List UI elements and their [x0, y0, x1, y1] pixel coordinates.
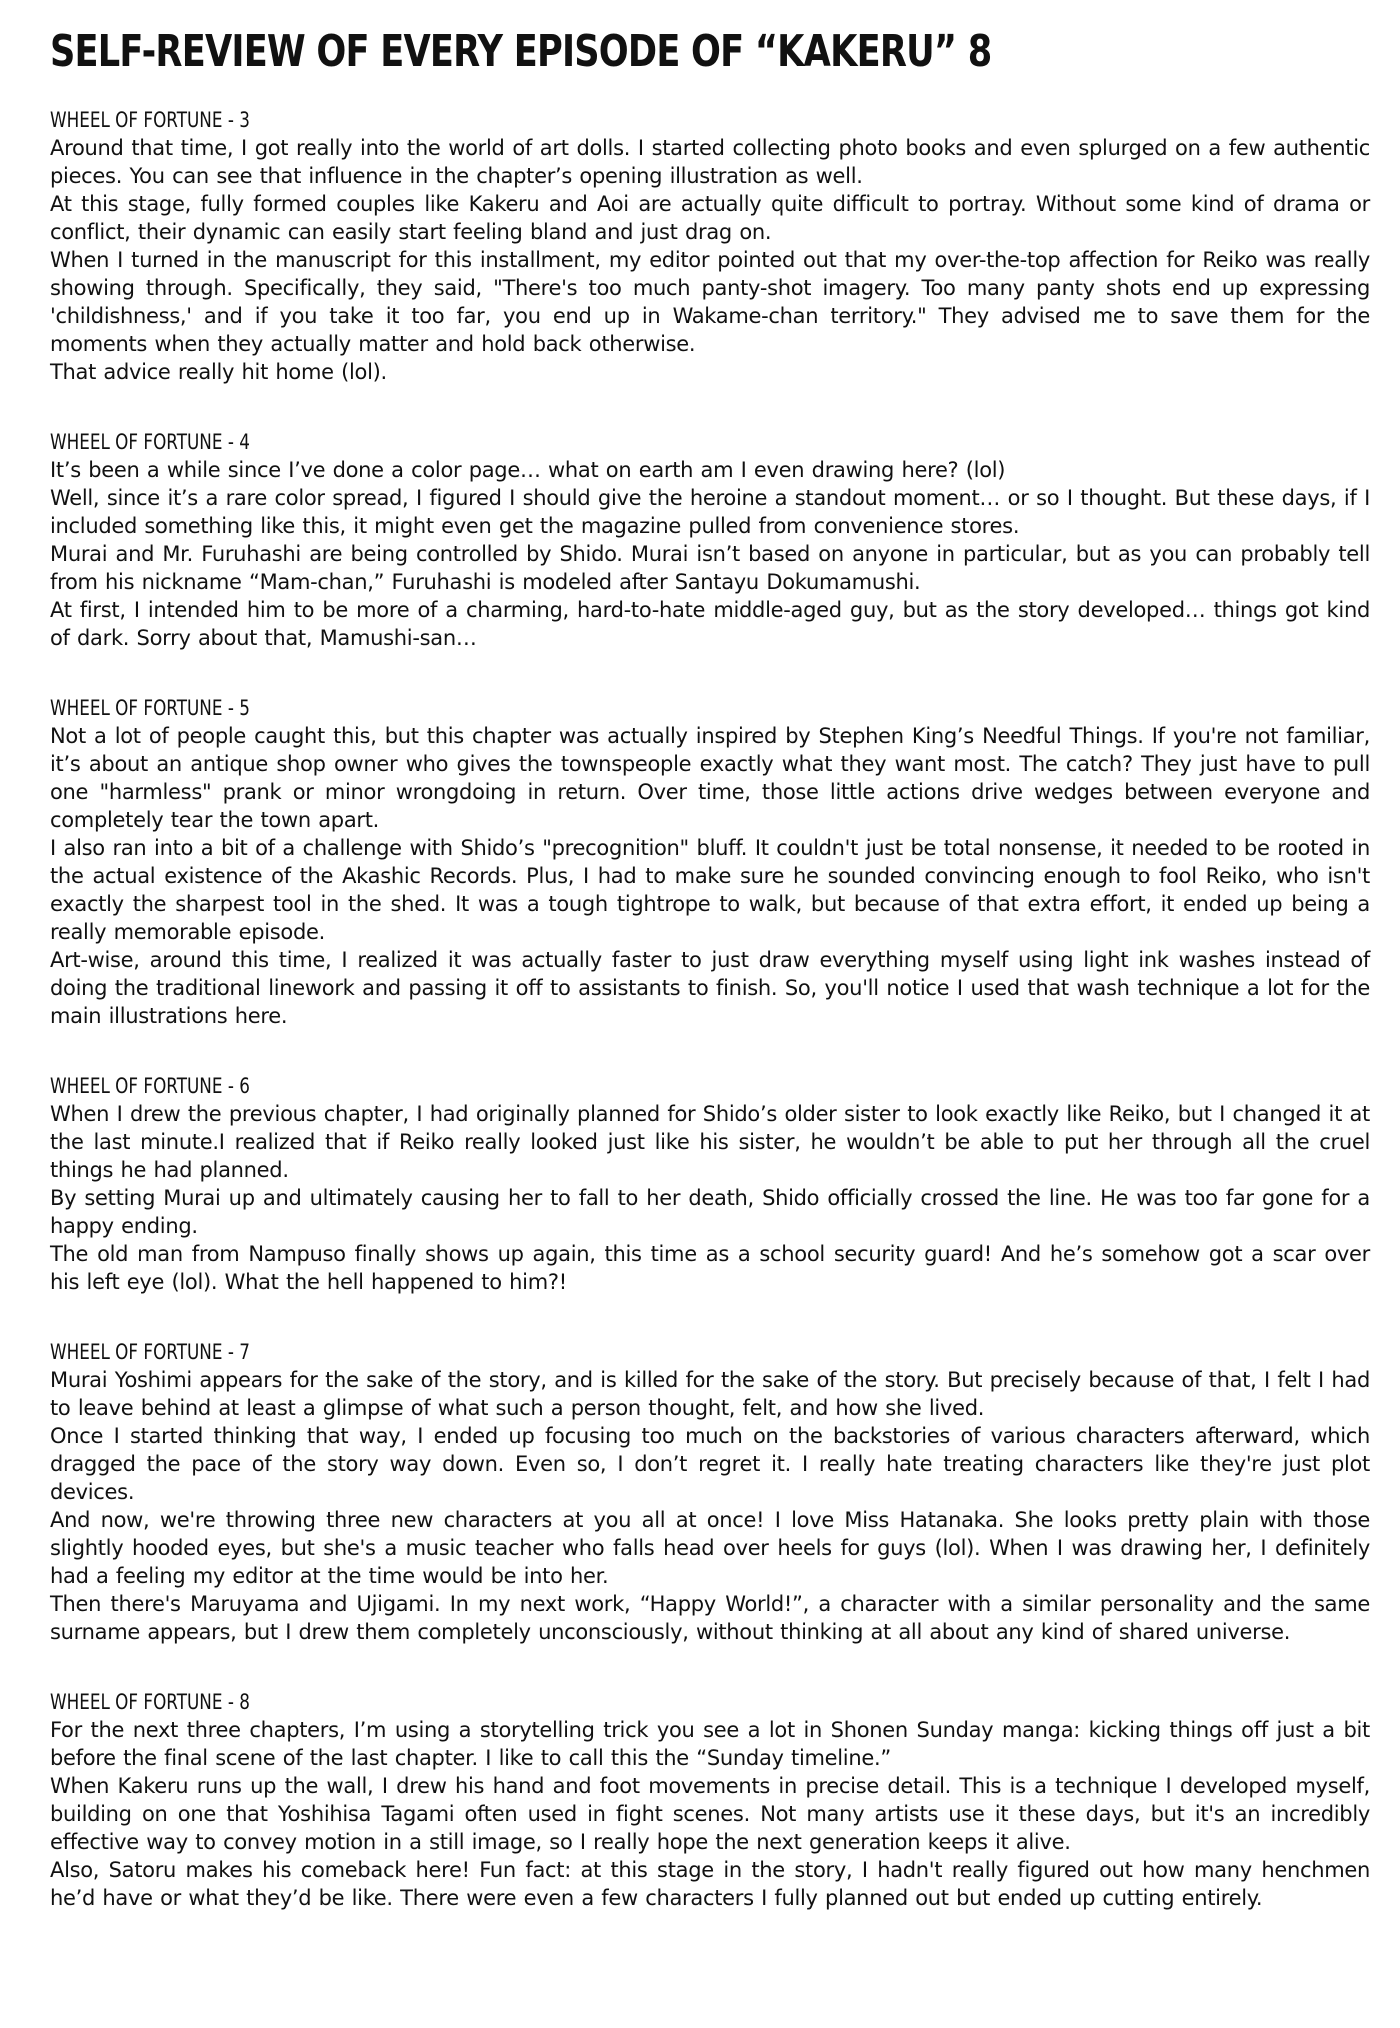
episode-paragraph: That advice really hit home (lol). — [50, 360, 387, 384]
episode-section — [50, 106, 1370, 386]
episode-paragraph: I also ran into a bit of a challenge with Shido’s "precognition" bluff. It couldn't just be total nonsense, it needed to be rooted in the actual existence of the Akashic Records. Plus, I had to make sure he sounded convincing enough to fool Reiko, who isn't exactly the sharpest tool in the shed. It was a tough tightrope to walk, but because of that extra effort, it ended up being a really memorable episode. — [50, 836, 1370, 944]
page-title: SELF-REVIEW OF EVERY EPISODE OF “KAKERU” 8 — [50, 26, 992, 77]
episode-paragraph: Around that time, I got really into the world of art dolls. I started collecting photo books and even splurged on a few authentic pieces. You can see that influence in the chapter’s opening illustration as well. — [50, 136, 1370, 188]
episode-section — [50, 1688, 1370, 1912]
document-page — [50, 22, 1370, 1954]
episode-section — [50, 428, 1370, 652]
episode-paragraph: Also, Satoru makes his comeback here! Fun fact: at this stage in the story, I hadn't really figured out how many henchmen he’d have or what they’d be like. There were even a few characters I fully planned out but ended up cutting entirely. — [50, 1858, 1370, 1910]
episode-paragraph: Murai and Mr. Furuhashi are being controlled by Shido. Murai isn’t based on anyone in particular, but as you can probably tell from his nickname “Mam-chan,” Furuhashi is modeled after Santayu Dokumamushi. — [50, 542, 1370, 594]
episode-paragraph: When I turned in the manuscript for this installment, my editor pointed out that my over-the-top affection for Reiko was really showing through. Specifically, they said, "There's too much panty-shot imagery. Too many panty shots end up expressing 'childishness,' and if you take it too far, you end up in Wakame-chan territory." They advised me to save them for the moments when they actually matter and hold back otherwise. — [50, 248, 1370, 356]
episode-heading: WHEEL OF FORTUNE - 4 — [50, 430, 250, 454]
episode-paragraph: Art-wise, around this time, I realized it was actually faster to just draw everything myself using light ink washes instead of doing the traditional linework and passing it off to assistants to finish. So, you'll notice I used that wash technique a lot for the main illustrations here. — [50, 948, 1370, 1028]
episode-paragraph: Not a lot of people caught this, but this chapter was actually inspired by Stephen King’s Needful Things. If you're not familiar, it’s about an antique shop owner who gives the townspeople exactly what they want most. The catch? They just have to pull one "harmless" prank or minor wrongdoing in return. Over time, those little actions drive wedges between everyone and completely tear the town apart. — [50, 724, 1370, 832]
episode-section — [50, 1072, 1370, 1296]
episode-paragraph: By setting Murai up and ultimately causing her to fall to her death, Shido officially crossed the line. He was too far gone for a happy ending. — [50, 1186, 1370, 1238]
episode-paragraph: When I drew the previous chapter, I had originally planned for Shido’s older sister to look exactly like Reiko, but I changed it at the last minute.I realized that if Reiko really looked just like his sister, he wouldn’t be able to put her through all the cruel things he had planned. — [50, 1102, 1370, 1182]
episode-paragraph: At first, I intended him to be more of a charming, hard-to-hate middle-aged guy, but as the story developed… things got kind of dark. Sorry about that, Mamushi-san… — [50, 598, 1370, 650]
episode-section — [50, 1338, 1370, 1646]
episode-section — [50, 694, 1370, 1030]
episode-paragraph: Murai Yoshimi appears for the sake of the story, and is killed for the sake of the story. But precisely because of that, I felt I had to leave behind at least a glimpse of what such a person thought, felt, and how she lived. — [50, 1368, 1370, 1420]
episode-paragraph: For the next three chapters, I’m using a storytelling trick you see a lot in Shonen Sunday manga: kicking things off just a bit before the final scene of the last chapter. I like to call this the “Sunday timeline.” — [50, 1718, 1370, 1770]
episode-paragraph: At this stage, fully formed couples like Kakeru and Aoi are actually quite difficult to portray. Without some kind of drama or conflict, their dynamic can easily start feeling bland and just drag on. — [50, 192, 1370, 244]
episode-paragraph: The old man from Nampuso finally shows up again, this time as a school security guard! And he’s somehow got a scar over his left eye (lol). What the hell happened to him?! — [50, 1242, 1370, 1294]
episode-paragraph: And now, we're throwing three new characters at you all at once! I love Miss Hatanaka. She looks pretty plain with those slightly hooded eyes, but she's a music teacher who falls head over heels for guys (lol). When I was drawing her, I definitely had a feeling my editor at the time would be into her. — [50, 1508, 1370, 1588]
episode-heading: WHEEL OF FORTUNE - 6 — [50, 1074, 250, 1098]
review-sections — [50, 106, 1370, 1912]
episode-heading: WHEEL OF FORTUNE - 3 — [50, 108, 250, 132]
episode-paragraph: Once I started thinking that way, I ended up focusing too much on the backstories of various characters afterward, which dragged the pace of the story way down. Even so, I don’t regret it. I really hate treating characters like they're just plot devices. — [50, 1424, 1370, 1504]
episode-heading: WHEEL OF FORTUNE - 8 — [50, 1690, 250, 1714]
episode-paragraph: Then there's Maruyama and Ujigami. In my next work, “Happy World!”, a character with a similar personality and the same surname appears, but I drew them completely unconsciously, without thinking at all about any kind of shared universe. — [50, 1592, 1370, 1644]
episode-paragraph: When Kakeru runs up the wall, I drew his hand and foot movements in precise detail. This is a technique I developed myself, building on one that Yoshihisa Tagami often used in fight scenes. Not many artists use it these days, but it's an incredibly effective way to convey motion in a still image, so I really hope the next generation keeps it alive. — [50, 1774, 1370, 1854]
episode-heading: WHEEL OF FORTUNE - 7 — [50, 1340, 250, 1364]
episode-paragraph: Well, since it’s a rare color spread, I figured I should give the heroine a standout moment… or so I thought. But these days, if I included something like this, it might even get the magazine pulled from convenience stores. — [50, 486, 1370, 538]
episode-paragraph: It’s been a while since I’ve done a color page… what on earth am I even drawing here? (lol) — [50, 458, 1006, 482]
episode-heading: WHEEL OF FORTUNE - 5 — [50, 696, 250, 720]
